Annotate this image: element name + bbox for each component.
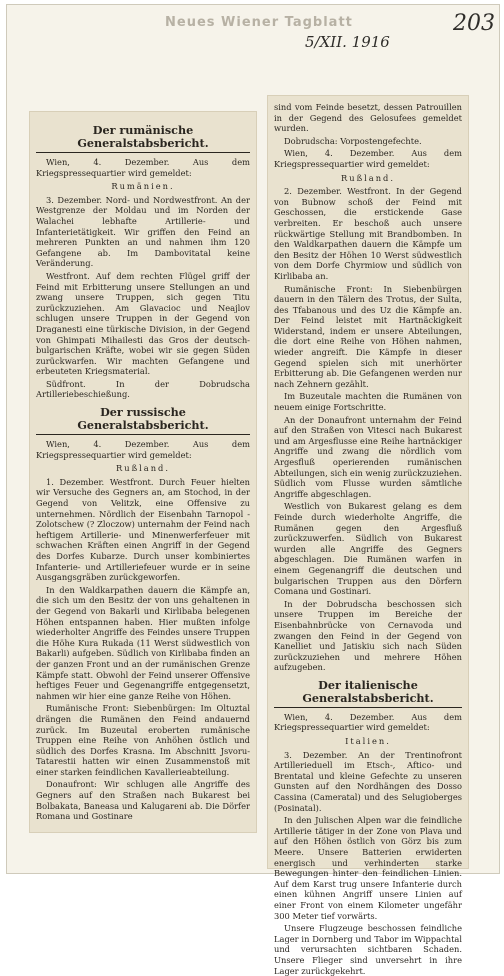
paragraph: Westfront. Auf dem rechten Flügel griff der Feind mit Erbitterung unsere Stellungen an und zwang unsere Truppen, sich gegen Titu zurückzuziehen. Am Glavacioc und Neajlov schlugen unsere Truppen in der Gegend von Draganesti eine türkische Division, in der Gegend von Ghimpati Mihailesti das Gros der deutsch-bulgarischen Kräfte, wobei wir sie gegen Süden zurückwarfen. Wir machten Gefangene und erbeuteten Kriegsmaterial.: [36, 270, 250, 377]
headline-italian: Der italienische Generalstabsbericht.: [274, 679, 462, 708]
handwritten-date: 5/XII. 1916: [305, 33, 390, 51]
newspaper-name: Neues Wiener Tagblatt: [165, 15, 353, 30]
country-romania: Rumänien.: [111, 181, 175, 192]
dateline-romanian: Wien, 4. Dezember. Aus dem Kriegspressequartier wird gemeldet:: [36, 157, 250, 178]
paragraph-continued: sind vom Feinde besetzt, dessen Patrouillen in der Gegend des Gelosufees gemeldet wurden.: [274, 102, 462, 134]
handwritten-page-number: 203: [453, 11, 495, 36]
clipping-right: [268, 96, 468, 976]
country-russia: Rußland.: [115, 463, 171, 474]
paragraph: Rumänische Front: In Siebenbürgen dauern in den Tälern des Trotus, der Sulta, des Tfabanous und des Uz die Kämpfe an. Der Feind leistet mit Hartnäckigkeit Widerstand, indem er unsere Abteilungen, die dort eine Reihe von Höhen nahmen, wieder angreift. Die Kämpfe in dieser Gegend spielen sich mit unerhörter Erbitterung ab. Die Gefangenen werden nur nach Zehnern gezählt.: [274, 283, 462, 389]
headline-russian: Der russische Generalstabsbericht.: [36, 406, 250, 435]
paragraph: In den Julischen Alpen war die feindliche Artillerie tätiger in der Zone von Plava und auf den Höhen östlich von Görz bis zum Meere. Unsere Batterien erwiderten energisch und verhinderten starke Bewegungen hinter den feindlichen Linien. Auf dem Karst trug unsere Infanterie durch einen kühnen Angriff unsere Linien auf einer Front von einem Kilometer ungefähr 300 Meter tief vorwärts.: [274, 815, 462, 921]
paragraph: 1. Dezember. Westfront. Durch Feuer hielten wir Versuche des Gegners an, am Stochod, in der Gegend von Velitzk, eine Offensive zu unternehmen. Nördlich der Eisenbahn Tarnopol - Zolotschew (? Zloczow) unternahm der Feind nach heftigem Artillerie- und Minenwerferfeuer mit schwachen Kräften einen Angriff in der Gegend des Dorfes Kubarze. Durch unser kombiniertes Infanterie- und Artilleriefeuer wurde er in seine Ausgangsgräben zurückgeworfen.: [36, 476, 250, 583]
headline-romanian: Der rumänische Generalstabsbericht.: [36, 124, 250, 153]
paragraph: An der Donaufront unternahm der Feind auf den Straßen von Vitesci nach Bukarest und am Argesflusse eine Reihe hartnäckiger Angriffe und zwang die nördlich vom Argesfluß operierenden rumänischen Abteilungen, sich ein wenig zurückzuziehen. Südlich vom Flusse wurden sämtliche Angriffe abgeschlagen.: [274, 414, 463, 499]
paragraph: Rumänische Front: Siebenbürgen: Im Oltuztal drängen die Rumänen den Feind andauernd zurück. Im Buzeutal eroberten rumänische Truppen eine Reihe von Anhöhen östlich und südlich des Dorfes Krasna. Im Abschnitt Jsvoru-Tatarestii hatten wir einen Zusammenstoß mit einer starken feindlichen Kavallerieabteilung.: [36, 703, 250, 777]
paragraph: In der Dobrudscha beschossen sich unsere Truppen im Bereiche der Eisenbahnbrücke von Cernavoda und zwangen den Feind in der Gegend von Kanelliet und Jatiskiu sich nach Süden zurückzuziehen und mehrere Höhen aufzugeben.: [274, 598, 462, 673]
paragraph: Donaufront: Wir schlugen alle Angriffe des Gegners auf den Straßen nach Bukarest bei Bolbakata, Baneasa und Kalugareni ab. Die Dörfer Romana und Gostinare: [36, 779, 250, 822]
paragraph: 3. Dezember. Nord- und Nordwestfront. An der Westgrenze der Moldau und im Norden der Walachei lebhafte Artillerie- und Infanterietätigkeit. Wir griffen den Feind an mehreren Punkten an und nahmen ihm 120 Gefangene ab. Im Dambovitatal keine Veränderung.: [36, 194, 250, 269]
dateline-russian: Wien, 4. Dezember. Aus dem Kriegspressequartier wird gemeldet:: [36, 439, 250, 460]
paragraph: Dobrudscha: Vorpostengefechte.: [284, 135, 422, 146]
paragraph: In den Waldkarpathen dauern die Kämpfe an, die sich um den Besitz der von uns gehaltenen in der Gegend von Bakarli und Kirlibaba belegenen Höhen entspannen haben. Hier mußten infolge wiederholter Angriffe des Feindes unsere Truppen die Höhe Kura Rukada (11 Werst südwestlich von Bakarli) aufgeben. Südlich von Kirlibaba finden an der ganzen Front und an der rumänischen Grenze Kämpfe statt. Obwohl der Feind unserer Offensive heftiges Feuer und Gegenangriffe entgegensetzt, nahmen wir hier eine ganze Reihe von Höhen.: [36, 584, 250, 701]
paragraph: 2. Dezember. Westfront. In der Gegend von Bubnow schoß der Feind mit Geschossen, die erstickende Gase verbreiten. Er beschoß auch unsere rückwärtige Stellung mit Brandbomben. In den Waldkarpathen dauern die Kämpfe um den Besitz der Höhen 10 Werst südwestlich von dem Dorfe Chyrmiow und südlich von Kirlibaba an.: [274, 186, 462, 281]
country-italy: Italien.: [345, 736, 391, 747]
paragraph: Unsere Flugzeuge beschossen feindliche Lager in Dornberg und Tabor im Wippachtal und verursachten sichtbaren Schaden. Unsere Flieger sind unversehrt in ihre Lager zurückgekehrt.: [274, 923, 462, 976]
country-russia-2: Rußland.: [340, 172, 396, 183]
paragraph: Westlich von Bukarest gelang es dem Feinde durch wiederholte Angriffe, die Rumänen gegen den Argesfluß zurückzuwerfen. Südlich von Bukarest wurden alle Angriffe des Gegners abgeschlagen. Die Rumänen warfen in einem Gegenangriff die deutschen und bulgarischen Truppen aus den Dörfern Comana und Gostinari.: [274, 501, 462, 597]
paragraph: Im Buzeutale machten die Rumänen von neuem einige Fortschritte.: [274, 391, 462, 413]
paragraph: Südfront. In der Dobrudscha Artilleriebeschießung.: [36, 378, 250, 400]
clipping-left: [30, 112, 256, 832]
dateline-russian-2: Wien, 4. Dezember. Aus dem Kriegspressequartier wird gemeldet:: [274, 148, 462, 169]
dateline-italian: Wien, 4. Dezember. Aus dem Kriegspressequartier wird gemeldet:: [274, 711, 462, 733]
paragraph: 3. Dezember. An der Trentinofront Artillerieduell im Etsch-, Aftico- und Brentatal und kleine Gefechte zu unseren Gunsten auf den Nordhängen des Dosso Cassina (Cameratal) und des Selugioberges (Posinatal).: [274, 749, 462, 813]
